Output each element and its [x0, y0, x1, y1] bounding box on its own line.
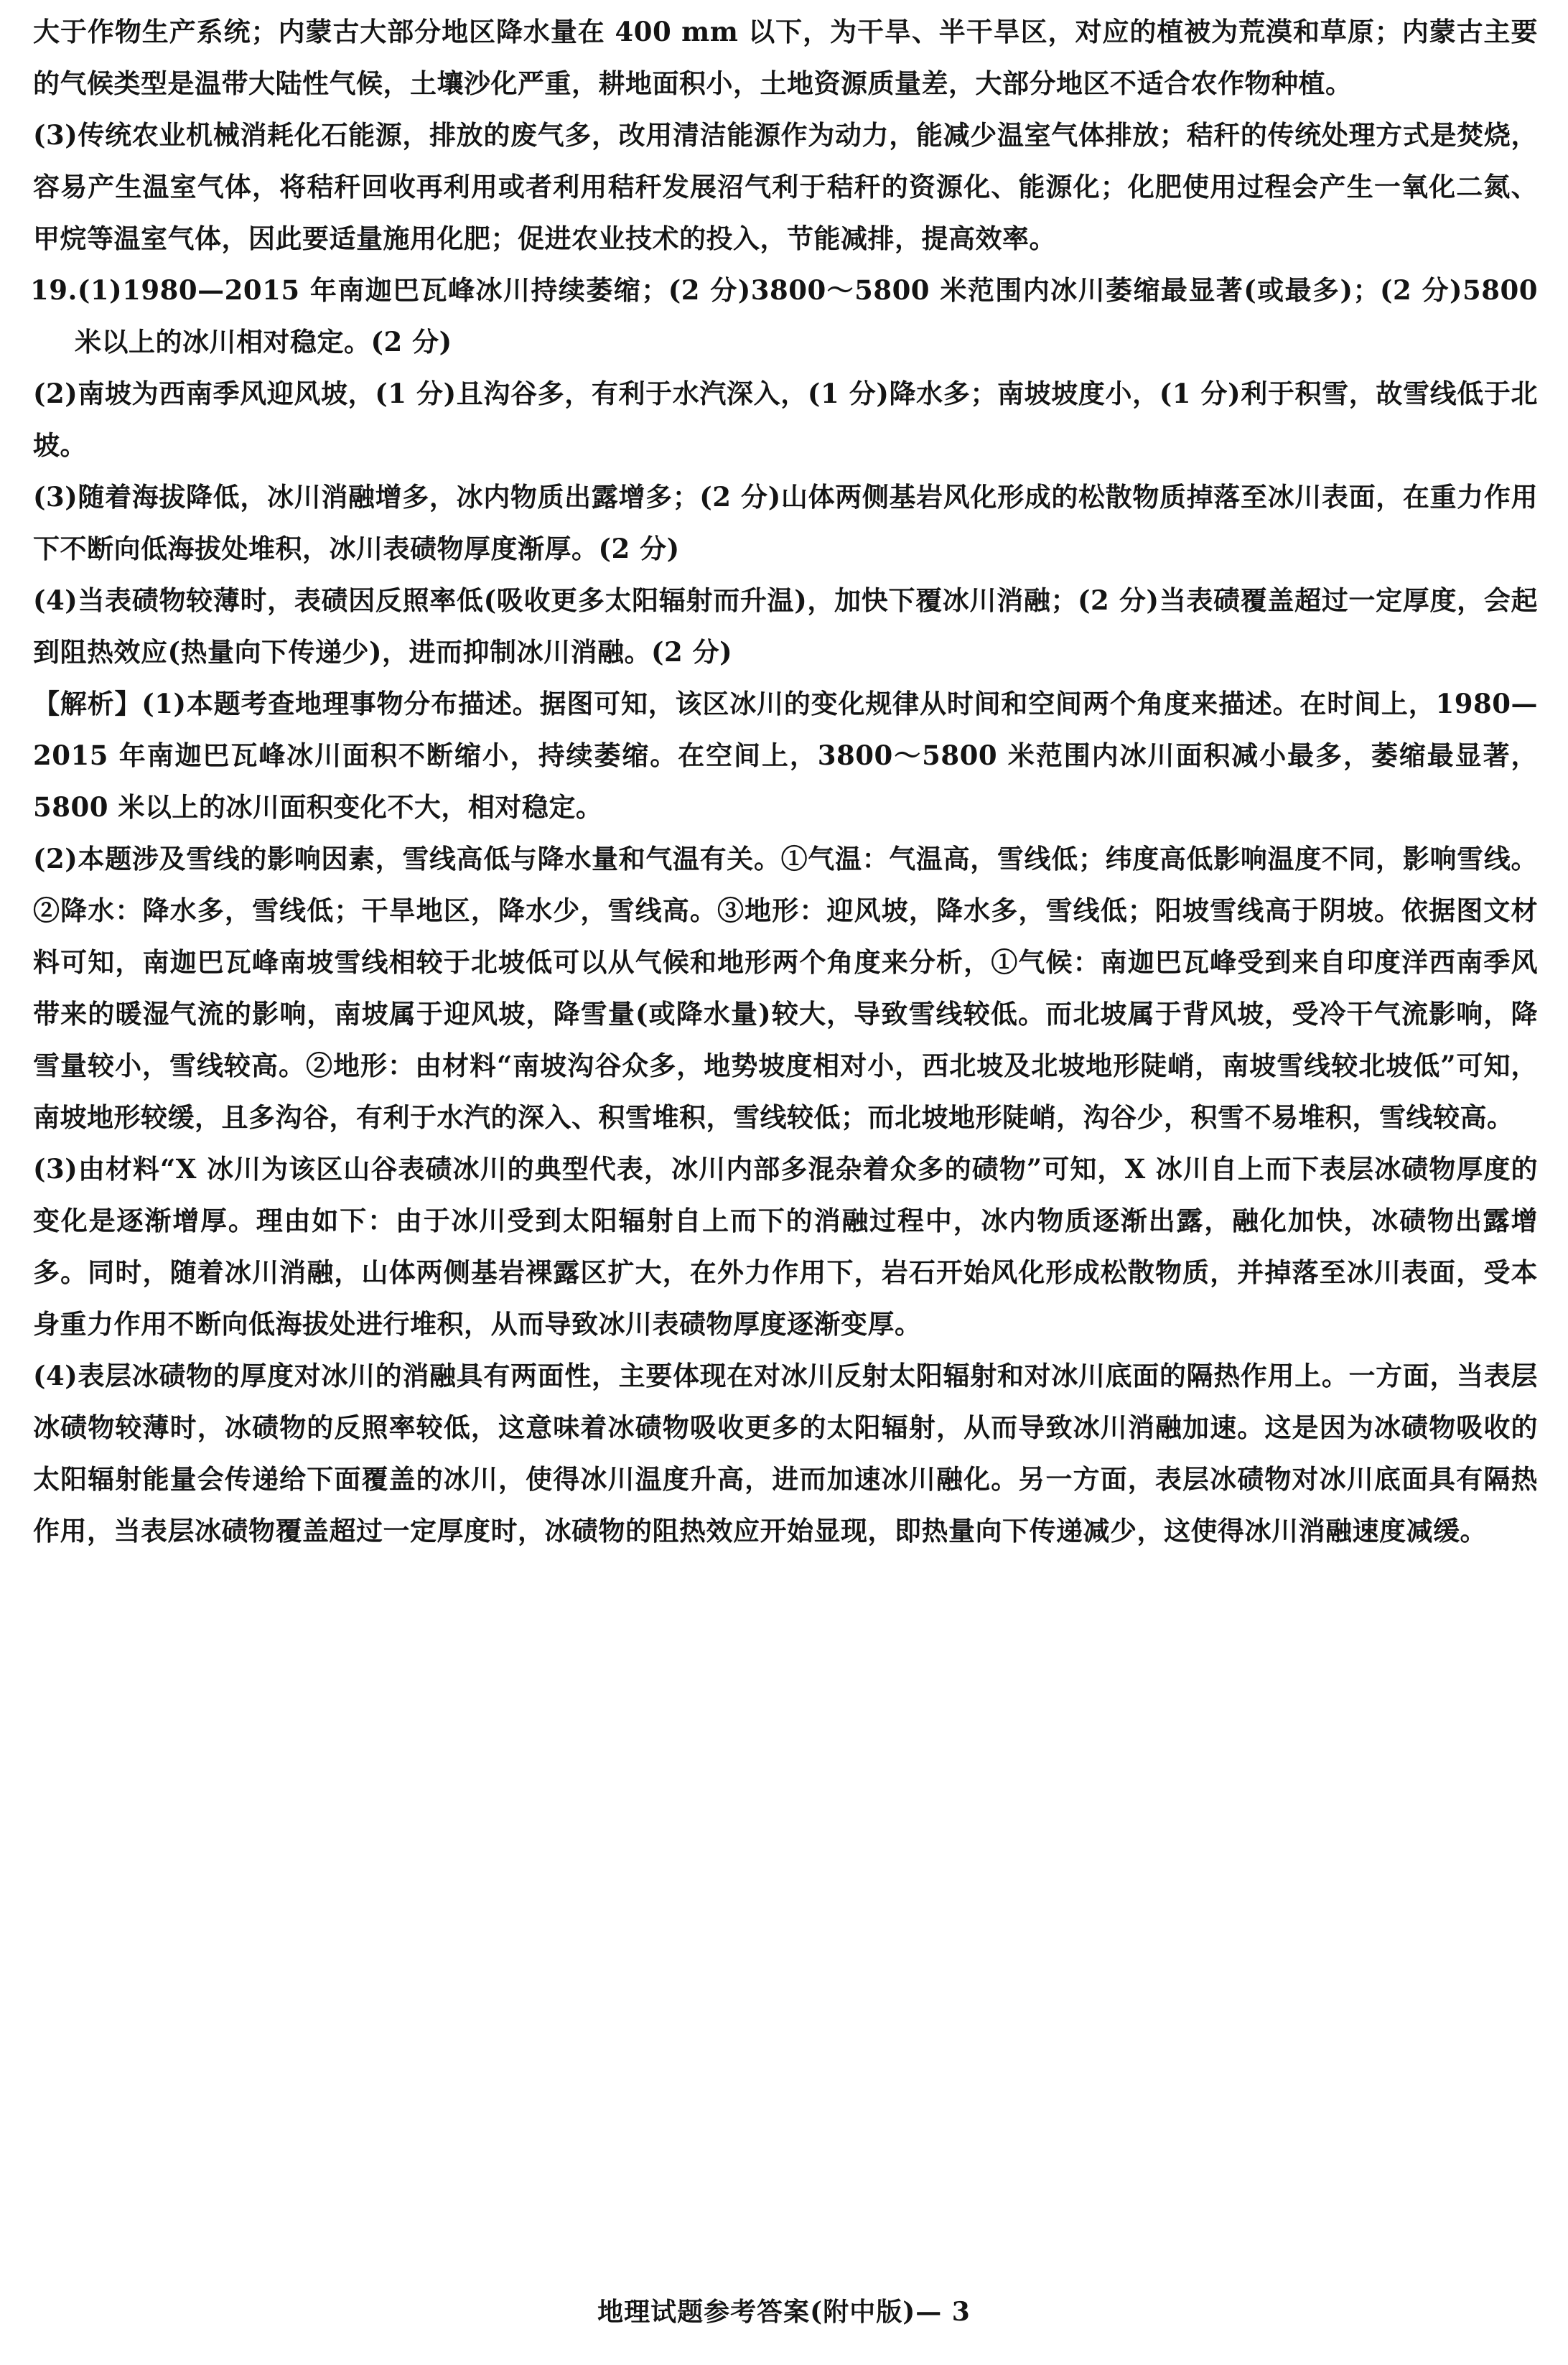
analysis-part-3: (3)由材料“X 冰川为该区山谷表碛冰川的典型代表，冰川内部多混杂着众多的碛物”可知，X 冰川自上而下表层冰碛物厚度的变化是逐渐增厚。理由如下：由于冰川受到太阳辐射自上而下的消融过程中，冰内物质逐渐出露，融化加快，冰碛物出露增多。同时，随着冰川消融，山体两侧基岩裸露区扩大，在外力作用下，岩石开始风化形成松散物质，并掉落至冰川表面，受本身重力作用不断向低海拔处进行堆积，从而导致冰川表碛物厚度逐渐变厚。	[33, 1153, 1538, 1340]
question-19-part-2: (2)南坡为西南季风迎风坡，(1 分)且沟谷多，有利于水汽深入，(1 分)降水多；南坡坡度小，(1 分)利于积雪，故雪线低于北坡。	[33, 378, 1538, 461]
analysis-part-2: (2)本题涉及雪线的影响因素，雪线高低与降水量和气温有关。①气温：气温高，雪线低；纬度高低影响温度不同，影响雪线。②降水：降水多，雪线低；干旱地区，降水少，雪线高。③地形：迎风坡，降水多，雪线低；阳坡雪线高于阴坡。依据图文材料可知，南迦巴瓦峰南坡雪线相较于北坡低可以从气候和地形两个角度来分析，①气候：南迦巴瓦峰受到来自印度洋西南季风带来的暖湿气流的影响，南坡属于迎风坡，降雪量(或降水量)较大，导致雪线较低。而北坡属于背风坡，受冷干气流影响，降雪量较小，雪线较高。②地形：由材料“南坡沟谷众多，地势坡度相对小，西北坡及北坡地形陡峭，南坡雪线较北坡低”可知，南坡地形较缓，且多沟谷，有利于水汽的深入、积雪堆积，雪线较低；而北坡地形陡峭，沟谷少，积雪不易堆积，雪线较高。	[33, 843, 1538, 1133]
question-19-part-1-text: (1)1980—2015 年南迦巴瓦峰冰川持续萎缩；(2 分)3800～5800 米范围内冰川萎缩最显著(或最多)；(2 分)5800 米以上的冰川相对稳定。(2 分)	[75, 274, 1538, 358]
question-19-part-1	[30, 264, 1538, 368]
page-footer: 地理试题参考答案(附中版)— 3	[597, 2297, 971, 2327]
analysis-part-4: (4)表层冰碛物的厚度对冰川的消融具有两面性，主要体现在对冰川反射太阳辐射和对冰川底面的隔热作用上。一方面，当表层冰碛物较薄时，冰碛物的反照率较低，这意味着冰碛物吸收更多的太阳辐射，从而导致冰川消融加速。这是因为冰碛物吸收的太阳辐射能量会传递给下面覆盖的冰川，使得冰川温度升高，进而加速冰川融化。另一方面，表层冰碛物对冰川底面具有隔热作用，当表层冰碛物覆盖超过一定厚度时，冰碛物的阻热效应开始显现，即热量向下传递减少，这使得冰川消融速度减缓。	[33, 1360, 1538, 1547]
answer-page-body	[30, 6, 1538, 1557]
paragraph-answer-3: (3)传统农业机械消耗化石能源，排放的废气多，改用清洁能源作为动力，能减少温室气体排放；秸秆的传统处理方式是焚烧，容易产生温室气体，将秸秆回收再利用或者利用秸秆发展沼气利于秸秆的资源化、能源化；化肥使用过程会产生一氧化二氮、甲烷等温室气体，因此要适量施用化肥；促进农业技术的投入，节能减排，提高效率。	[33, 119, 1538, 254]
paragraph-inner-mongolia: 大于作物生产系统；内蒙古大部分地区降水量在 400 mm 以下，为干旱、半干旱区，对应的植被为荒漠和草原；内蒙古主要的气候类型是温带大陆性气候，土壤沙化严重，耕地面积小，土地资源质量差，大部分地区不适合农作物种植。	[33, 16, 1538, 99]
question-19-part-4: (4)当表碛物较薄时，表碛因反照率低(吸收更多太阳辐射而升温)，加快下覆冰川消融；(2 分)当表碛覆盖超过一定厚度，会起到阻热效应(热量向下传递少)，进而抑制冰川消融。(2 分)	[33, 584, 1538, 668]
analysis-part-1	[30, 678, 1538, 833]
question-number: 19.	[30, 274, 78, 306]
analysis-tag: 【解析】	[33, 688, 142, 719]
analysis-part-1-text: (1)本题考查地理事物分布描述。据图可知，该区冰川的变化规律从时间和空间两个角度来描述。在时间上，1980—2015 年南迦巴瓦峰冰川面积不断缩小，持续萎缩。在空间上，3800～5800 米范围内冰川面积减小最多，萎缩最显著，5800 米以上的冰川面积变化不大，相对稳定。	[33, 688, 1539, 823]
question-19-part-3: (3)随着海拔降低，冰川消融增多，冰内物质出露增多；(2 分)山体两侧基岩风化形成的松散物质掉落至冰川表面，在重力作用下不断向低海拔处堆积，冰川表碛物厚度渐厚。(2 分)	[33, 481, 1538, 564]
